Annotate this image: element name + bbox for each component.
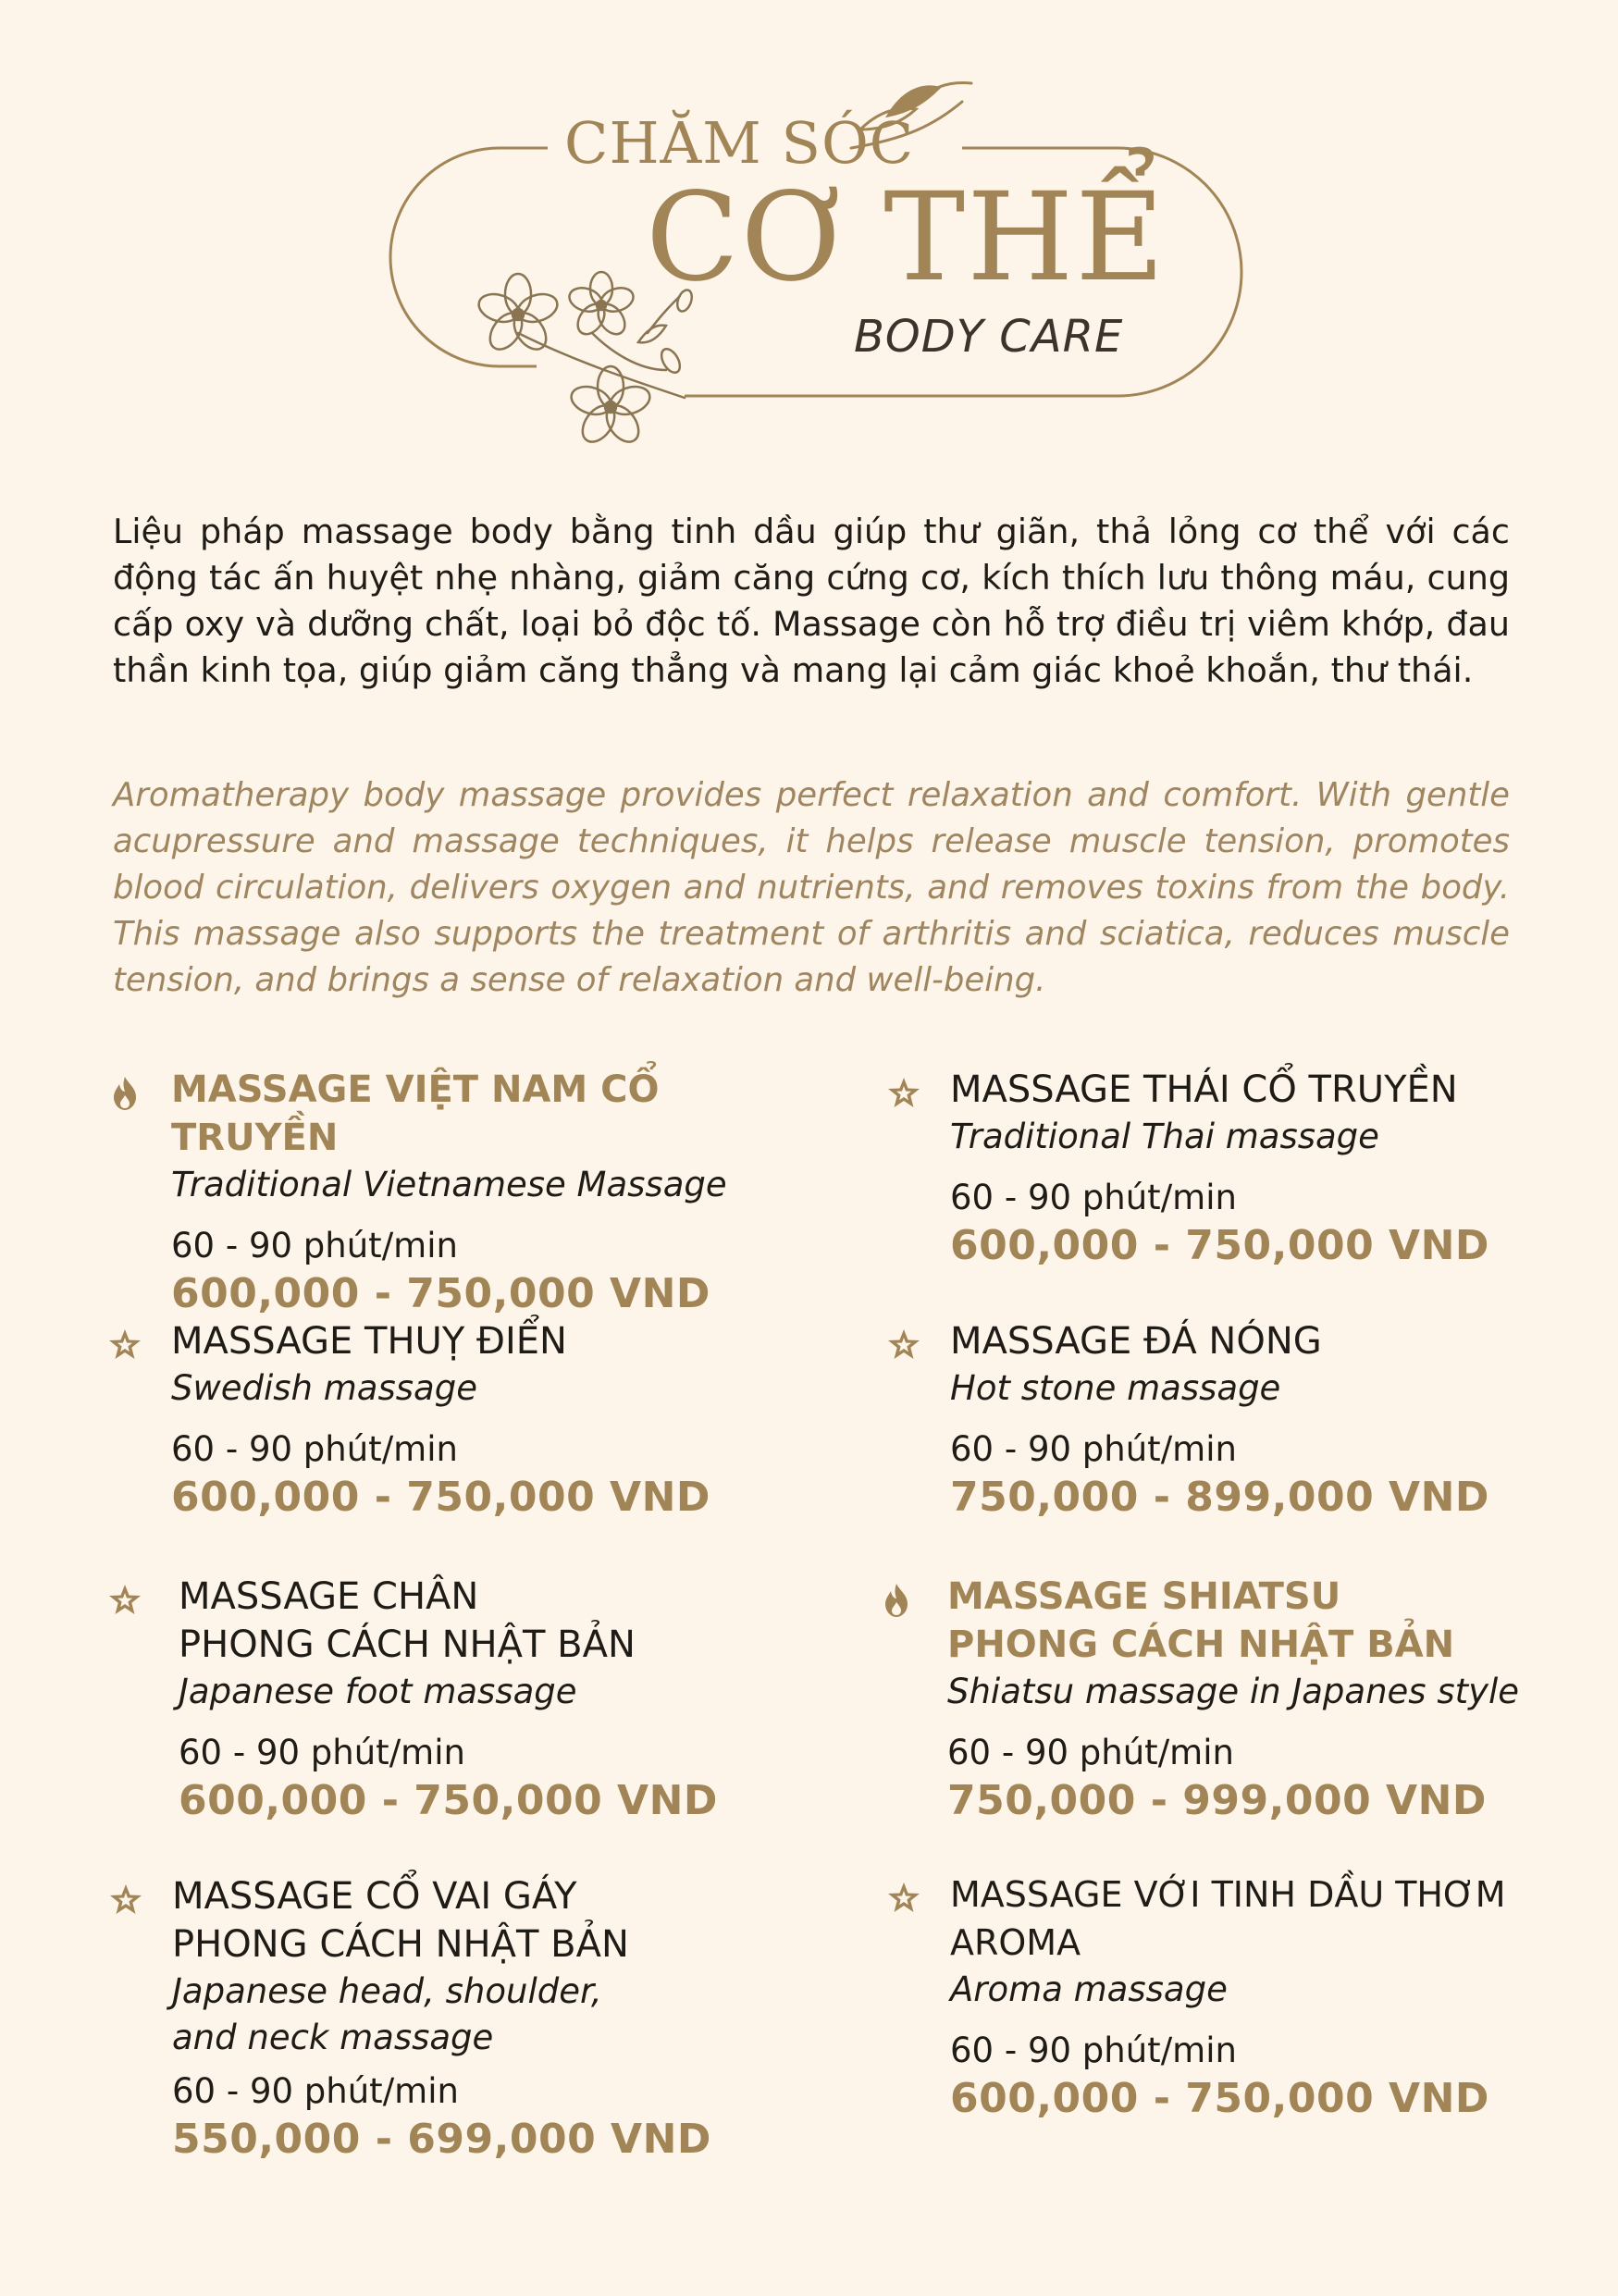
service-price: 600,000 - 750,000 VND [171, 1474, 710, 1521]
service-duration: 60 - 90 phút/min [950, 1178, 1237, 1217]
service-title: MASSAGE THÁI CỔ TRUYỀN [950, 1068, 1458, 1111]
service-item [950, 1317, 1598, 1523]
service-title: MASSAGE VỚI TINH DẦU THƠM AROMA [950, 1874, 1506, 1963]
service-duration: 60 - 90 phút/min [171, 1226, 458, 1265]
service-english-name: Japanese head, shoulder, and neck massage [172, 1971, 602, 2057]
service-title: MASSAGE SHIATSU PHONG CÁCH NHẬT BẢN [947, 1575, 1455, 1666]
service-duration: 60 - 90 phút/min [179, 1733, 465, 1772]
header [0, 0, 1618, 463]
star-icon [885, 1880, 922, 1917]
service-item [172, 1872, 820, 2165]
service-english-name: Traditional Thai massage [950, 1117, 1379, 1156]
service-english-name: Japanese foot massage [179, 1672, 577, 1711]
star-icon [107, 1882, 144, 1919]
service-price: 600,000 - 750,000 VND [171, 1270, 710, 1317]
service-price: 600,000 - 750,000 VND [950, 1222, 1489, 1269]
service-duration: 60 - 90 phút/min [172, 2071, 459, 2111]
intro-english: Aromatherapy body massage provides perfect relaxation and comfort. With gentle acupressure and massage techniques, it helps release muscle tension, promotes blood circulation, delivers oxygen and nutrients, and removes toxins from the body. This massage also supports the treatment of arthritis and sciatica, reduces muscle tension, and brings a sense of relaxation and well-being. [113, 776, 1510, 999]
service-duration: 60 - 90 phút/min [950, 2031, 1237, 2070]
service-duration: 60 - 90 phút/min [947, 1733, 1234, 1772]
header-title-small: CHĂM SÓC [564, 109, 915, 177]
service-english-name: Aroma massage [950, 1969, 1228, 2009]
star-icon [885, 1075, 922, 1112]
header-title-big: CƠ THỂ [646, 167, 1167, 309]
star-icon [106, 1582, 143, 1619]
service-title: MASSAGE CHÂN PHONG CÁCH NHẬT BẢN [179, 1575, 636, 1666]
service-item [179, 1573, 826, 1826]
service-price: 600,000 - 750,000 VND [179, 1777, 718, 1824]
service-price: 750,000 - 999,000 VND [947, 1777, 1487, 1824]
service-title: MASSAGE VIỆT NAM CỔ TRUYỀN [171, 1068, 660, 1159]
service-title: MASSAGE CỔ VAI GÁY PHONG CÁCH NHẬT BẢN [172, 1875, 629, 1966]
service-price: 750,000 - 899,000 VND [950, 1474, 1489, 1521]
service-item [171, 1317, 819, 1523]
service-english-name: Swedish massage [171, 1368, 477, 1408]
service-english-name: Hot stone massage [950, 1368, 1281, 1408]
service-duration: 60 - 90 phút/min [950, 1429, 1237, 1469]
service-english-name: Traditional Vietnamese Massage [171, 1165, 727, 1204]
service-item [950, 1870, 1542, 2124]
service-price: 550,000 - 699,000 VND [172, 2116, 711, 2163]
service-item [171, 1066, 819, 1319]
star-icon [885, 1327, 922, 1364]
service-english-name: Shiatsu massage in Japanes style [947, 1672, 1520, 1711]
flame-icon [878, 1582, 915, 1619]
flame-icon [106, 1075, 143, 1112]
intro-vietnamese: Liệu pháp massage body bằng tinh dầu giúp thư giãn, thả lỏng cơ thể với các động tác ấn huyệt nhẹ nhàng, giảm căng cứng cơ, kích thích lưu thông máu, cung cấp oxy và dưỡng chất, loại bỏ độc tố. Massage còn hỗ trợ điều trị viêm khớp, đau thần kinh tọa, giúp giảm căng thẳng và mang lại cảm giác khoẻ khoắn, thư thái. [113, 512, 1510, 690]
service-item [947, 1573, 1595, 1826]
service-duration: 60 - 90 phút/min [171, 1429, 458, 1469]
star-icon [106, 1327, 143, 1364]
service-price: 600,000 - 750,000 VND [950, 2075, 1489, 2122]
service-title: MASSAGE THUỴ ĐIỂN [171, 1320, 567, 1363]
service-item [950, 1066, 1598, 1271]
service-title: MASSAGE ĐÁ NÓNG [950, 1320, 1322, 1363]
header-subtitle: BODY CARE [854, 311, 1124, 363]
